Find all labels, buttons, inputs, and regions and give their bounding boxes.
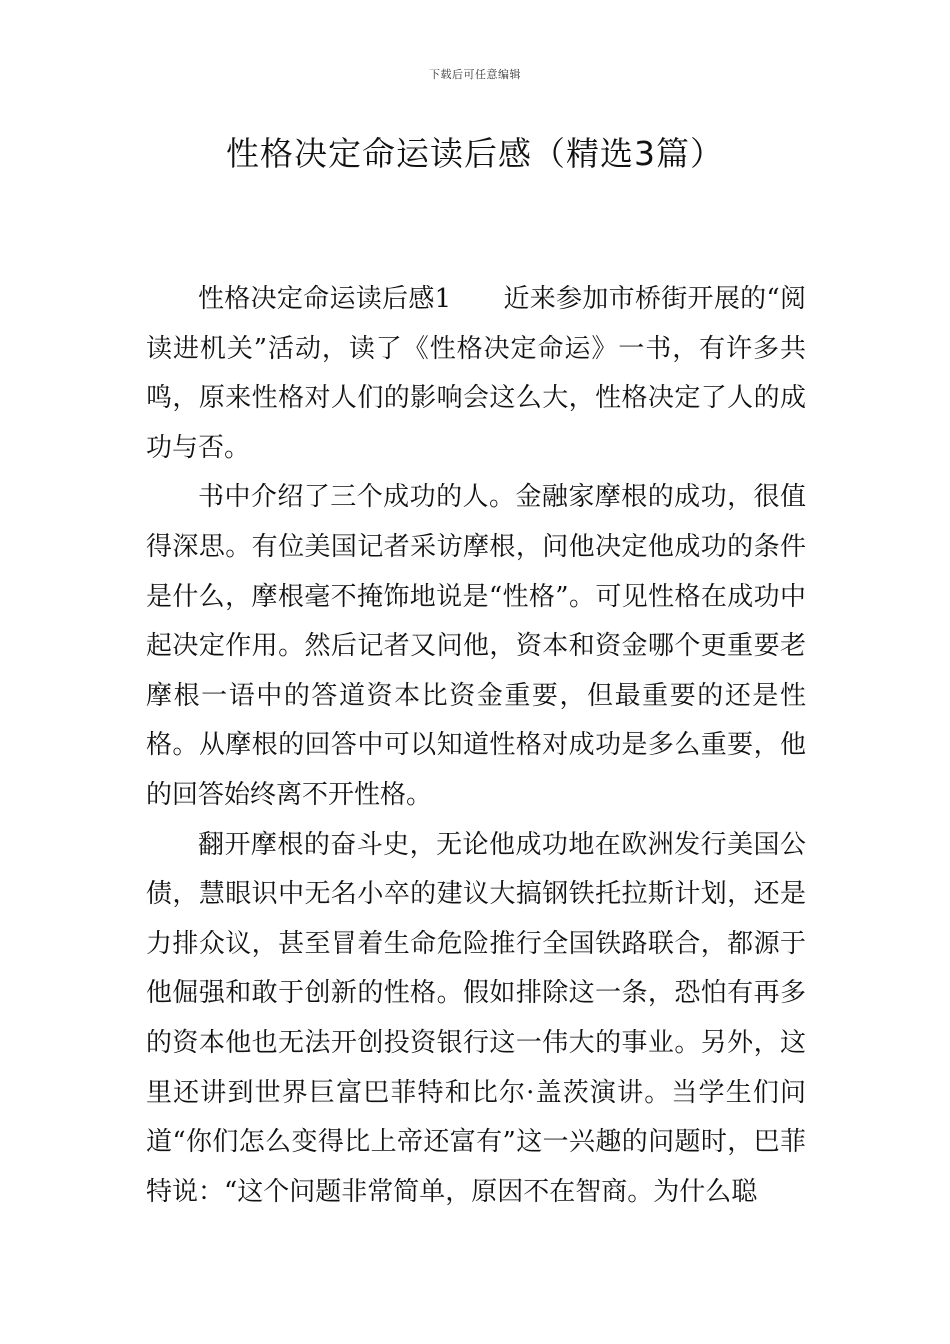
paragraph [146,275,806,473]
section-heading: 性格决定命运读后感1 [198,284,452,314]
paragraph: 翻开摩根的奋斗史，无论他成功地在欧洲发行美国公债，慧眼识中无名小卒的建议大搞钢铁托拉斯计划，还是力排众议，甚至冒着生命危险推行全国铁路联合，都源于他倔强和敢于创新的性格。假如排除这一条，恐怕有再多的资本他也无法开创投资银行这一伟大的事业。另外，这里还讲到世界巨富巴菲特和比尔·盖茨演讲。当学生们问道“你们怎么变得比上帝还富有”这一兴趣的问题时，巴菲特说：“这个问题非常简单，原因不在智商。为什么聪 [146,829,806,1207]
document-body [146,275,806,1217]
paragraph-text: 近来参加市桥街开展的“阅读进机关”活动，读了《性格决定命运》一书，有许多共鸣，原来性格对人们的影响会这么大，性格决定了人的成功与否。 [146,284,806,463]
header-note: 下载后可任意编辑 [429,68,521,81]
document-title: 性格决定命运读后感（精选3篇） [226,134,724,173]
paragraph: 书中介绍了三个成功的人。金融家摩根的成功，很值得深思。有位美国记者采访摩根，问他决定他成功的条件是什么，摩根毫不掩饰地说是“性格”。可见性格在成功中起决定作用。然后记者又问他，资本和资金哪个更重要老摩根一语中的答道资本比资金重要，但最重要的还是性格。从摩根的回答中可以知道性格对成功是多么重要，他的回答始终离不开性格。 [146,482,806,810]
